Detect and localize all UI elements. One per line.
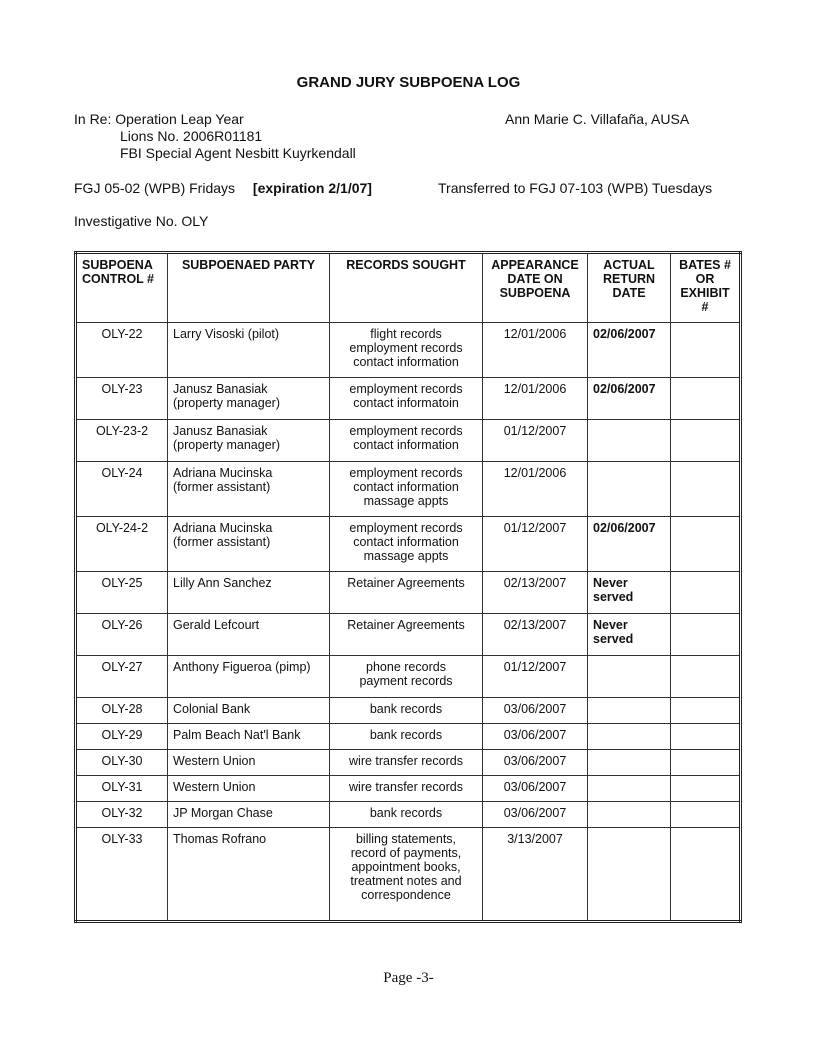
header-control: SUBPOENA CONTROL #	[76, 253, 168, 323]
table-row	[76, 802, 741, 828]
control-cell: OLY-26	[76, 614, 168, 656]
records-cell: wire transfer records	[330, 750, 483, 776]
party-cell: Janusz Banasiak (property manager)	[168, 378, 330, 420]
return-date-cell	[588, 462, 671, 517]
attorney-name: Ann Marie C. Villafaña, AUSA	[505, 111, 690, 127]
bates-cell	[671, 828, 741, 922]
bates-cell	[671, 517, 741, 572]
table-row	[76, 614, 741, 656]
transfer-note: Transferred to FGJ 07-103 (WPB) Tuesdays	[438, 180, 713, 196]
table-header-row	[76, 253, 741, 323]
control-cell: OLY-33	[76, 828, 168, 922]
return-date-cell	[588, 724, 671, 750]
control-cell: OLY-32	[76, 802, 168, 828]
fbi-agent: FBI Special Agent Nesbitt Kuyrkendall	[120, 145, 356, 161]
control-cell: OLY-30	[76, 750, 168, 776]
header-records: RECORDS SOUGHT	[330, 253, 483, 323]
table-row	[76, 572, 741, 614]
party-cell: Adriana Mucinska (former assistant)	[168, 462, 330, 517]
table-row	[76, 323, 741, 378]
appearance-cell: 01/12/2007	[483, 420, 588, 462]
header-return: ACTUAL RETURN DATE	[588, 253, 671, 323]
bates-cell	[671, 420, 741, 462]
control-cell: OLY-27	[76, 656, 168, 698]
subpoena-log-table	[74, 251, 742, 923]
in-re-line: In Re: Operation Leap Year	[74, 111, 244, 127]
return-date-cell	[588, 698, 671, 724]
return-date-cell: 02/06/2007	[588, 323, 671, 378]
records-cell: phone records payment records	[330, 656, 483, 698]
party-cell: Western Union	[168, 750, 330, 776]
party-cell: Larry Visoski (pilot)	[168, 323, 330, 378]
return-date-cell	[588, 750, 671, 776]
party-cell: Lilly Ann Sanchez	[168, 572, 330, 614]
records-cell: billing statements, record of payments, appointment books, treatment notes and correspondence	[330, 828, 483, 922]
bates-cell	[671, 776, 741, 802]
records-cell: bank records	[330, 802, 483, 828]
party-cell: Thomas Rofrano	[168, 828, 330, 922]
appearance-cell: 01/12/2007	[483, 656, 588, 698]
bates-cell	[671, 462, 741, 517]
control-cell: OLY-24	[76, 462, 168, 517]
appearance-cell: 12/01/2006	[483, 323, 588, 378]
bates-cell	[671, 656, 741, 698]
table-row	[76, 656, 741, 698]
table-body	[76, 323, 741, 922]
table-row	[76, 462, 741, 517]
control-cell: OLY-24-2	[76, 517, 168, 572]
return-date-cell	[588, 420, 671, 462]
records-cell: employment records contact informatoin	[330, 378, 483, 420]
table-row	[76, 828, 741, 922]
appearance-cell: 3/13/2007	[483, 828, 588, 922]
appearance-cell: 02/13/2007	[483, 614, 588, 656]
table-row	[76, 698, 741, 724]
appearance-cell: 02/13/2007	[483, 572, 588, 614]
return-date-cell	[588, 776, 671, 802]
appearance-cell: 01/12/2007	[483, 517, 588, 572]
control-cell: OLY-23	[76, 378, 168, 420]
appearance-cell: 03/06/2007	[483, 698, 588, 724]
bates-cell	[671, 724, 741, 750]
return-date-cell: 02/06/2007	[588, 517, 671, 572]
table-row	[76, 378, 741, 420]
appearance-cell: 03/06/2007	[483, 750, 588, 776]
bates-cell	[671, 802, 741, 828]
header-party: SUBPOENAED PARTY	[168, 253, 330, 323]
control-cell: OLY-22	[76, 323, 168, 378]
records-cell: bank records	[330, 698, 483, 724]
appearance-cell: 03/06/2007	[483, 724, 588, 750]
party-cell: Adriana Mucinska (former assistant)	[168, 517, 330, 572]
records-cell: wire transfer records	[330, 776, 483, 802]
records-cell: Retainer Agreements	[330, 614, 483, 656]
return-date-cell	[588, 828, 671, 922]
control-cell: OLY-31	[76, 776, 168, 802]
expiration-note: [expiration 2/1/07]	[252, 180, 372, 196]
party-cell: Janusz Banasiak (property manager)	[168, 420, 330, 462]
party-cell: Anthony Figueroa (pimp)	[168, 656, 330, 698]
party-cell: Gerald Lefcourt	[168, 614, 330, 656]
table-row	[76, 517, 741, 572]
records-cell: employment records contact information massage appts	[330, 462, 483, 517]
records-cell: flight records employment records contact information	[330, 323, 483, 378]
appearance-cell: 12/01/2006	[483, 462, 588, 517]
investigative-number: Investigative No. OLY	[74, 213, 209, 229]
appearance-cell: 12/01/2006	[483, 378, 588, 420]
appearance-cell: 03/06/2007	[483, 802, 588, 828]
return-date-cell: 02/06/2007	[588, 378, 671, 420]
records-cell: employment records contact information	[330, 420, 483, 462]
return-date-cell: Never served	[588, 614, 671, 656]
header-appearance: APPEARANCE DATE ON SUBPOENA	[483, 253, 588, 323]
return-date-cell: Never served	[588, 572, 671, 614]
bates-cell	[671, 572, 741, 614]
records-cell: employment records contact information massage appts	[330, 517, 483, 572]
appearance-cell: 03/06/2007	[483, 776, 588, 802]
return-date-cell	[588, 656, 671, 698]
header-bates: BATES # OR EXHIBIT #	[671, 253, 741, 323]
party-cell: Palm Beach Nat'l Bank	[168, 724, 330, 750]
party-cell: Colonial Bank	[168, 698, 330, 724]
records-cell: Retainer Agreements	[330, 572, 483, 614]
document-title: GRAND JURY SUBPOENA LOG	[296, 74, 521, 91]
table-row	[76, 420, 741, 462]
return-date-cell	[588, 802, 671, 828]
control-cell: OLY-25	[76, 572, 168, 614]
records-cell: bank records	[330, 724, 483, 750]
party-cell: Western Union	[168, 776, 330, 802]
fgj-name: FGJ 05-02 (WPB) Fridays	[74, 180, 236, 196]
bates-cell	[671, 378, 741, 420]
fgj-line	[74, 180, 372, 196]
control-cell: OLY-28	[76, 698, 168, 724]
control-cell: OLY-29	[76, 724, 168, 750]
table-row	[76, 750, 741, 776]
control-cell: OLY-23-2	[76, 420, 168, 462]
bates-cell	[671, 614, 741, 656]
lions-number: Lions No. 2006R01181	[120, 128, 263, 144]
table-row	[76, 776, 741, 802]
party-cell: JP Morgan Chase	[168, 802, 330, 828]
bates-cell	[671, 750, 741, 776]
page-number: Page -3-	[383, 970, 434, 986]
table-row	[76, 724, 741, 750]
bates-cell	[671, 698, 741, 724]
bates-cell	[671, 323, 741, 378]
